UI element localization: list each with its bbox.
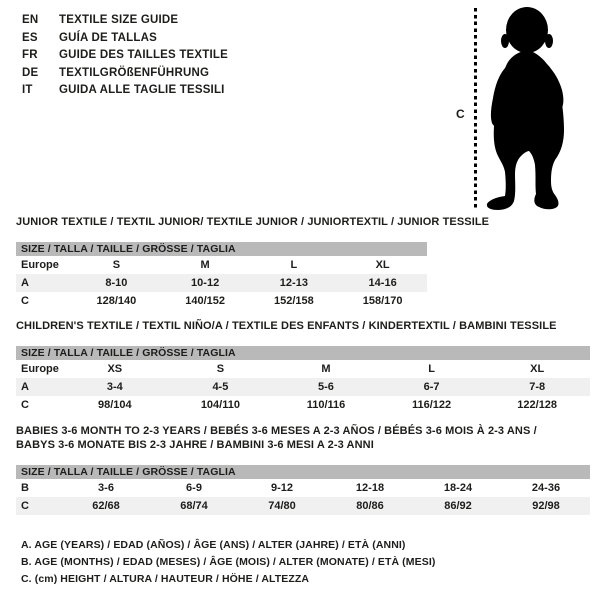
table-row — [16, 497, 590, 515]
language-row-en — [22, 12, 228, 30]
table-header-bar: SIZE / TALLA / TAILLE / GRÖSSE / TAGLIA — [16, 346, 590, 360]
size-cell: XL — [530, 363, 545, 375]
size-cell: 6-7 — [423, 381, 440, 393]
row-label: C — [21, 500, 29, 512]
row-label: C — [21, 295, 29, 307]
size-cell: 5-6 — [318, 381, 334, 393]
language-title: TEXTILE SIZE GUIDE — [59, 14, 179, 26]
baby-silhouette-icon — [481, 4, 577, 212]
table-title: JUNIOR TEXTILE / TEXTIL JUNIOR/ TEXTILE JUNIOR / JUNIORTEXTIL / JUNIOR TESSILE — [16, 216, 490, 228]
size-cell: S — [112, 259, 121, 271]
table-row — [16, 479, 590, 497]
size-cell: 152/158 — [273, 295, 314, 307]
table-title-block — [16, 424, 590, 452]
table-title-block — [16, 319, 590, 333]
junior-size-table — [16, 215, 490, 310]
table-header-bar: SIZE / TALLA / TAILLE / GRÖSSE / TAGLIA — [16, 465, 590, 479]
childrens-size-table — [16, 319, 590, 414]
size-cell: XS — [107, 363, 123, 375]
size-cell: 158/170 — [362, 295, 403, 307]
table-title: CHILDREN'S TEXTILE / TEXTIL NIÑO/A / TEXTILE DES ENFANTS / KINDERTEXTIL / BAMBINI TESSILE — [16, 320, 557, 332]
size-cell: 62/68 — [92, 500, 120, 512]
size-cell: 8-10 — [105, 277, 128, 289]
language-title: GUIDE DES TAILLES TEXTILE — [59, 49, 228, 61]
table-row — [16, 274, 427, 292]
size-cell: 104/110 — [200, 399, 240, 411]
size-cell: 14-16 — [368, 277, 397, 289]
footnote-c: C. (cm) HEIGHT / ALTURA / HAUTEUR / HÖHE / ALTEZZA — [21, 573, 310, 585]
size-cell: 18-24 — [443, 482, 473, 494]
size-cell: 92/98 — [532, 500, 560, 512]
size-cell: M — [321, 363, 331, 375]
size-cell: 140/152 — [185, 295, 225, 307]
size-cell: 6-9 — [186, 482, 202, 494]
table-header-bar: SIZE / TALLA / TAILLE / GRÖSSE / TAGLIA — [16, 242, 427, 256]
row-label: C — [21, 399, 29, 411]
language-title-list — [22, 12, 228, 100]
row-label: B — [21, 482, 29, 494]
footnote-a: A. AGE (YEARS) / EDAD (AÑOS) / ÂGE (ANS) / ALTER (JAHRE) / ETÀ (ANNI) — [21, 539, 406, 551]
size-cell: 98/104 — [97, 399, 132, 411]
size-cell: 7-8 — [529, 381, 546, 393]
size-cell: XL — [375, 259, 390, 271]
size-cell: 3-6 — [98, 482, 114, 494]
language-code: DE — [22, 66, 39, 79]
size-cell: L — [290, 259, 298, 271]
language-row-it — [22, 82, 228, 100]
size-cell: 86/92 — [444, 500, 472, 512]
size-cell: 10-12 — [191, 277, 220, 289]
table-row — [16, 360, 590, 378]
table-row — [16, 396, 590, 414]
language-code: FR — [22, 49, 38, 61]
size-cell: 122/128 — [517, 399, 558, 411]
height-measure-dashed-line — [474, 8, 477, 208]
size-cell: 4-5 — [212, 381, 229, 393]
table-title-block — [16, 215, 490, 229]
size-cell: 80/86 — [356, 500, 384, 512]
language-title: GUÍA DE TALLAS — [59, 31, 157, 44]
size-cell: 3-4 — [106, 381, 123, 393]
size-cell: 12-18 — [355, 482, 385, 494]
row-label: A — [21, 381, 29, 393]
size-cell: 116/122 — [412, 399, 452, 411]
size-cell: 9-12 — [270, 482, 294, 494]
size-cell: 12-13 — [279, 277, 308, 289]
table-row — [16, 378, 590, 396]
size-cell: M — [200, 259, 210, 271]
table-row — [16, 256, 427, 274]
language-title: TEXTILGRÖßENFÜHRUNG — [59, 66, 210, 79]
size-cell: 68/74 — [180, 500, 208, 512]
size-cell: S — [216, 363, 225, 375]
height-measure-label: C — [456, 107, 465, 121]
babies-size-table — [16, 424, 590, 515]
table-title-line1: BABIES 3-6 MONTH TO 2-3 YEARS / BEBÉS 3-6 MESES A 2-3 AÑOS / BÉBÉS 3-6 MOIS À 2-3 ANS / — [16, 425, 537, 437]
row-label: A — [21, 277, 29, 289]
size-cell: 24-36 — [531, 482, 561, 494]
language-row-de — [22, 65, 228, 83]
table-title-line2: BABYS 3-6 MONATE BIS 2-3 JAHRE / BAMBINI 3-6 MESI A 2-3 ANNI — [16, 439, 374, 451]
size-cell: L — [428, 363, 435, 375]
language-code: IT — [22, 84, 33, 96]
size-cell: 128/140 — [96, 295, 137, 307]
row-label: Europe — [21, 259, 59, 271]
language-row-fr — [22, 47, 228, 65]
row-label: Europe — [21, 363, 59, 375]
table-row — [16, 292, 427, 310]
size-cell: 74/80 — [268, 500, 296, 512]
language-code: EN — [22, 14, 39, 26]
language-title: GUIDA ALLE TAGLIE TESSILI — [59, 84, 225, 96]
language-row-es — [22, 30, 228, 48]
footnotes — [21, 537, 435, 588]
size-cell: 110/116 — [306, 399, 346, 411]
language-code: ES — [22, 31, 38, 44]
footnote-b: B. AGE (MONTHS) / EDAD (MESES) / ÂGE (MOIS) / ALTER (MONATE) / ETÀ (MESI) — [21, 556, 436, 568]
